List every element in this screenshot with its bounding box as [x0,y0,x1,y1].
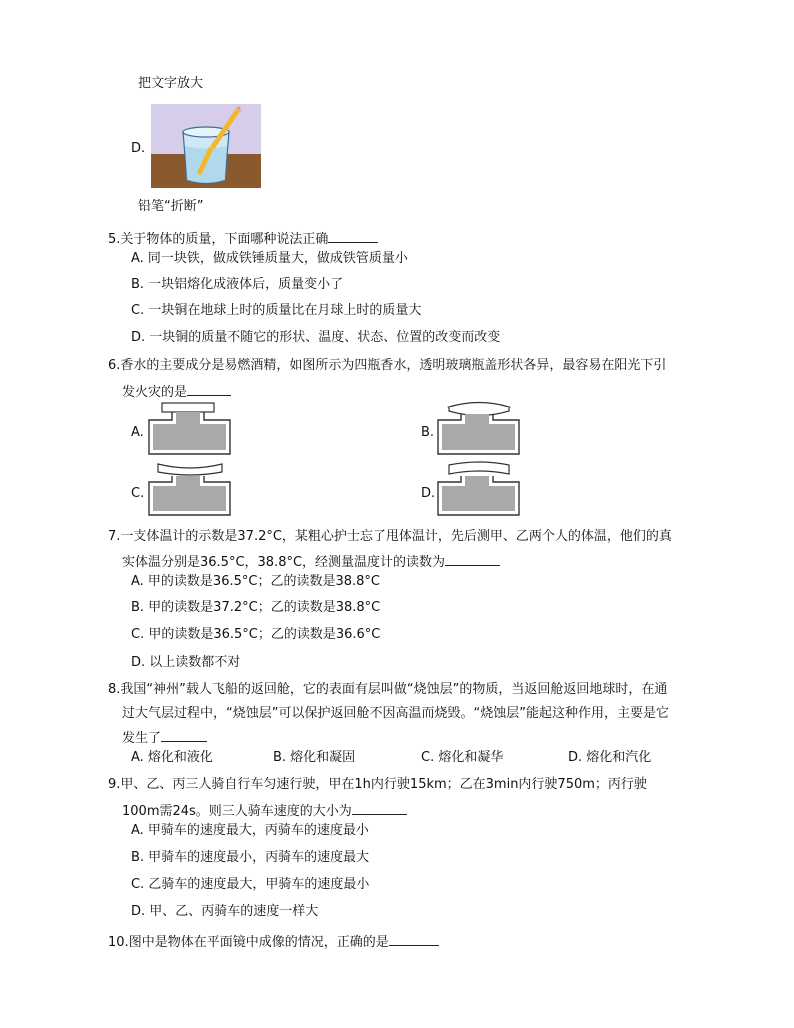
q7-option-b: B. 甲的读数是37.2°C；乙的读数是38.8°C [131,600,381,615]
question-5-stem: 关于物体的质量，下面哪种说法正确 [120,232,329,247]
question-9-line1: 9.甲、乙、丙三人骑自行车匀速行驶，甲在1h内行驶15km；乙在3min内行驶750m；丙行驶 [108,777,647,792]
question-6-line1: 6.香水的主要成分是易燃酒精，如图所示为四瓶香水，透明玻璃瓶盖形状各异，最容易在阳光下引 [108,358,667,373]
q6-option-c-label: C. [131,486,145,501]
q9-option-b: B. 甲骑车的速度最小，丙骑车的速度最大 [131,850,370,865]
q6-option-d-label: D. [421,486,436,501]
question-7-line2: 实体温分别是36.5°C，38.8°C，经测量温度计的读数为 [122,551,500,572]
q5-option-b: B. 一块铝熔化成液体后，质量变小了 [131,277,344,292]
q8-option-d: D. 熔化和汽化 [568,750,652,765]
perfume-bottle-curved-cap [437,461,521,517]
perfume-bottle-convex-cap [437,400,521,456]
question-10-stem: 图中是物体在平面镜中成像的情况，正确的是 [128,935,389,950]
option-c-caption: 把文字放大 [138,76,204,91]
q5-option-c: C. 一块铜在地球上时的质量比在月球上时的质量大 [131,303,422,318]
option-d-caption: 铅笔“折断” [138,199,204,214]
question-8-line2: 过大气层过程中，“烧蚀层”可以保护返回舱不因高温而烧毁。“烧蚀层”能起这种作用，主要是它 [122,706,669,721]
q7-option-c: C. 甲的读数是36.5°C；乙的读数是36.6°C [131,627,381,642]
q8-option-a: A. 熔化和液化 [131,750,213,765]
answer-blank [389,931,439,946]
option-d-label: D. [131,141,146,156]
q6-option-b-label: B. [421,425,435,440]
q8-option-c: C. 熔化和凝华 [421,750,504,765]
question-8-line1: 8.我国“神州”载人飞船的返回舱，它的表面有层叫做“烧蚀层”的物质，当返回舱返回地球时，在通 [108,682,668,697]
question-9-line2: 100m需24s。则三人骑车速度的大小为 [122,800,407,821]
answer-blank [161,727,207,742]
question-7-line1: 7.一支体温计的示数是37.2°C，某粗心护士忘了甩体温计，先后测甲、乙两个人的体温，他们的真 [108,529,672,544]
q7-option-d: D. 以上读数都不对 [131,655,241,670]
question-10: 10.图中是物体在平面镜中成像的情况，正确的是 [108,931,439,952]
perfume-bottle-flat-cap [148,402,232,456]
q5-option-a: A. 同一块铁，做成铁锤质量大，做成铁管质量小 [131,251,408,266]
q6-option-a-label: A. [131,425,144,440]
q9-option-d: D. 甲、乙、丙骑车的速度一样大 [131,904,319,919]
pencil-in-glass-image [151,104,261,188]
answer-blank [352,800,407,815]
answer-blank [187,381,231,396]
answer-blank [328,228,378,243]
q9-option-a: A. 甲骑车的速度最大，丙骑车的速度最小 [131,823,369,838]
q9-option-c: C. 乙骑车的速度最大，甲骑车的速度最小 [131,877,370,892]
q5-option-d: D. 一块铜的质量不随它的形状、温度、状态、位置的改变而改变 [131,330,501,345]
perfume-bottle-concave-cap [148,463,232,517]
question-8-line3: 发生了 [122,727,207,748]
question-6-line2: 发火灾的是 [122,381,231,402]
q8-option-b: B. 熔化和凝固 [273,750,356,765]
q7-option-a: A. 甲的读数是36.5°C；乙的读数是38.8°C [131,574,380,589]
answer-blank [445,551,500,566]
question-5: 5.关于物体的质量，下面哪种说法正确 [108,228,378,249]
